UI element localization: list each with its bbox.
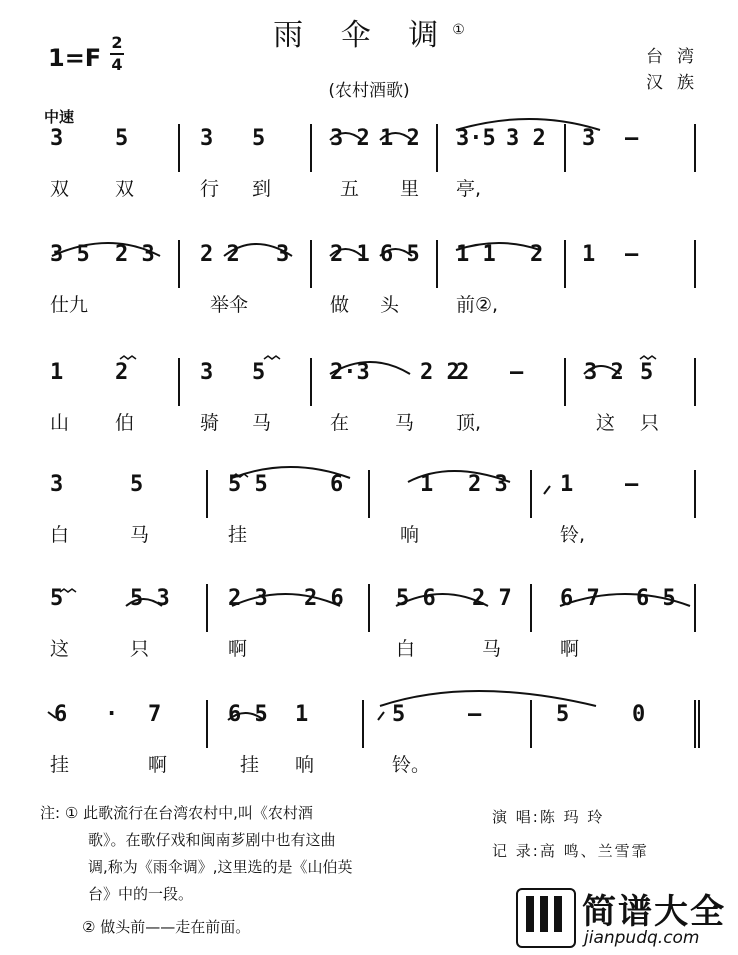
note-group: 1 [50, 360, 64, 385]
note-group: 3 5 [50, 242, 90, 267]
note-group: – [625, 126, 639, 151]
note-group: 2 7 [472, 586, 512, 611]
note-group: · [105, 702, 119, 727]
note-group: 6 5 [228, 702, 268, 727]
lyric: 亭, [456, 178, 482, 200]
note-group: 2 2 [420, 360, 460, 385]
note-group: 2·3 [330, 360, 370, 385]
lyric: 山 [50, 412, 70, 434]
note-group: 6 7 [560, 586, 600, 611]
note-group: 2 2 [200, 242, 240, 267]
lyric: 五 [340, 178, 360, 200]
note-group: 1 2 [380, 126, 420, 151]
note-group: 3 2 [506, 126, 546, 151]
note-group: 3 [276, 242, 290, 267]
credits [492, 800, 649, 868]
note-group: – [625, 472, 639, 497]
note2-text: 做头前——走在前面。 [100, 918, 251, 936]
lyric: 啊 [148, 754, 168, 776]
recorder-name: 高 鸣、兰雪霏 [539, 842, 649, 860]
lyric: 马 [395, 412, 415, 434]
lyric: 挂 [50, 754, 70, 776]
singer-name: 陈 玛 玲 [539, 808, 605, 826]
notes-section [40, 800, 470, 941]
song-title: 雨 伞 调① [273, 18, 465, 53]
lyric: 马 [482, 638, 502, 660]
note-group: 5 [115, 126, 129, 151]
lyric: 顶, [456, 412, 482, 434]
lyric: 行 [200, 178, 220, 200]
lyric: 马 [130, 524, 150, 546]
lyric: 铃, [560, 524, 586, 546]
note1-line-3: 台》中的一段。 [88, 885, 194, 903]
note-group: 2 3 [468, 472, 508, 497]
note-group: 3·5 [456, 126, 496, 151]
lyric: 只 [130, 638, 150, 660]
note-group: 2 [456, 360, 470, 385]
note-group: 1 [420, 472, 434, 497]
site-url: jianpudq.com [584, 928, 700, 948]
note2-mark: ② [82, 918, 96, 936]
note-group: 2 6 [304, 586, 344, 611]
lyric: 啊 [560, 638, 580, 660]
note-group: 5 [50, 586, 64, 611]
note-group: 5 [252, 360, 266, 385]
note-group: 3 [200, 360, 214, 385]
lyric: 这 [596, 412, 616, 434]
note-group: 2 1 [330, 242, 370, 267]
note-group: 5 [556, 702, 570, 727]
note-group: 0 [632, 702, 646, 727]
lyric: 到 [252, 178, 272, 200]
key-signature: 1=F [48, 44, 102, 72]
lyric: 做 [330, 294, 350, 316]
lyric: 白 [396, 638, 416, 660]
notes-label: 注: [40, 804, 61, 822]
note-group: 6 5 [380, 242, 420, 267]
lyric: 响 [400, 524, 420, 546]
note-group: 6 [54, 702, 68, 727]
note-group: 5 [252, 126, 266, 151]
piano-keys-icon [516, 888, 576, 948]
site-logo [510, 882, 738, 955]
lyric: 举伞 [210, 294, 249, 316]
lyric: 里 [400, 178, 420, 200]
note-group: 3 [582, 126, 596, 151]
note-group: 3 2 [584, 360, 624, 385]
lyric: 双 [115, 178, 135, 200]
note-group: 2 [115, 360, 129, 385]
note-group: 5 [130, 472, 144, 497]
lyric: 挂 [228, 524, 248, 546]
lyric: 前②, [456, 294, 499, 316]
note-group: 3 [200, 126, 214, 151]
singer-label: 演 唱: [492, 808, 540, 826]
subtitle: (农村酒歌) [328, 81, 410, 101]
note-group: 5 [392, 702, 406, 727]
note-group: 1 [582, 242, 596, 267]
note-group: – [625, 242, 639, 267]
lyric: 响 [295, 754, 315, 776]
note1-line-0: 此歌流行在台湾农村中,叫《农村酒 [83, 804, 313, 822]
lyric: 啊 [228, 638, 248, 660]
site-name: 简谱大全 [582, 892, 726, 932]
note-group: 3 2 [330, 126, 370, 151]
note-group: 3 [50, 472, 64, 497]
tempo-marking: 中速 [44, 108, 75, 126]
note1-mark: ① [64, 804, 79, 822]
note-group: 3 [50, 126, 64, 151]
lyric: 马 [252, 412, 272, 434]
lyric: 只 [640, 412, 660, 434]
lyric: 双 [50, 178, 70, 200]
time-signature: 2 4 [111, 33, 123, 74]
lyric: 骑 [200, 412, 220, 434]
recorder-label: 记 录: [492, 842, 540, 860]
note-group: 2 3 [115, 242, 155, 267]
lyric: 白 [50, 524, 70, 546]
lyric: 仕九 [50, 294, 89, 316]
note-group: 6 5 [636, 586, 676, 611]
lyric: 头 [380, 294, 400, 316]
note-group: – [510, 360, 524, 385]
note-group: 1 [560, 472, 574, 497]
note-group: 1 [295, 702, 309, 727]
note1-line-1: 歌》。在歌仔戏和闽南芗剧中也有这曲 [88, 831, 336, 849]
note-group: 1 1 [456, 242, 496, 267]
lyric: 这 [50, 638, 70, 660]
lyric: 在 [330, 412, 350, 434]
lyric: 铃。 [392, 754, 431, 776]
note-group: 2 [530, 242, 544, 267]
note-group: 5 5 [228, 472, 268, 497]
note1-line-2: 调,称为《雨伞调》,这里选的是《山伯英 [88, 858, 353, 876]
lyric: 挂 [240, 754, 260, 776]
lyric: 伯 [115, 412, 135, 434]
note-group: – [468, 702, 482, 727]
note-group: 5 6 [396, 586, 436, 611]
note-group: 5 3 [130, 586, 170, 611]
note-group: 5 [640, 360, 654, 385]
note-group: 7 [148, 702, 162, 727]
origin: 台湾 汉族 [646, 47, 708, 93]
title-footnote-mark: ① [452, 22, 465, 38]
note-group: 6 [330, 472, 344, 497]
note-group: 2 3 [228, 586, 268, 611]
